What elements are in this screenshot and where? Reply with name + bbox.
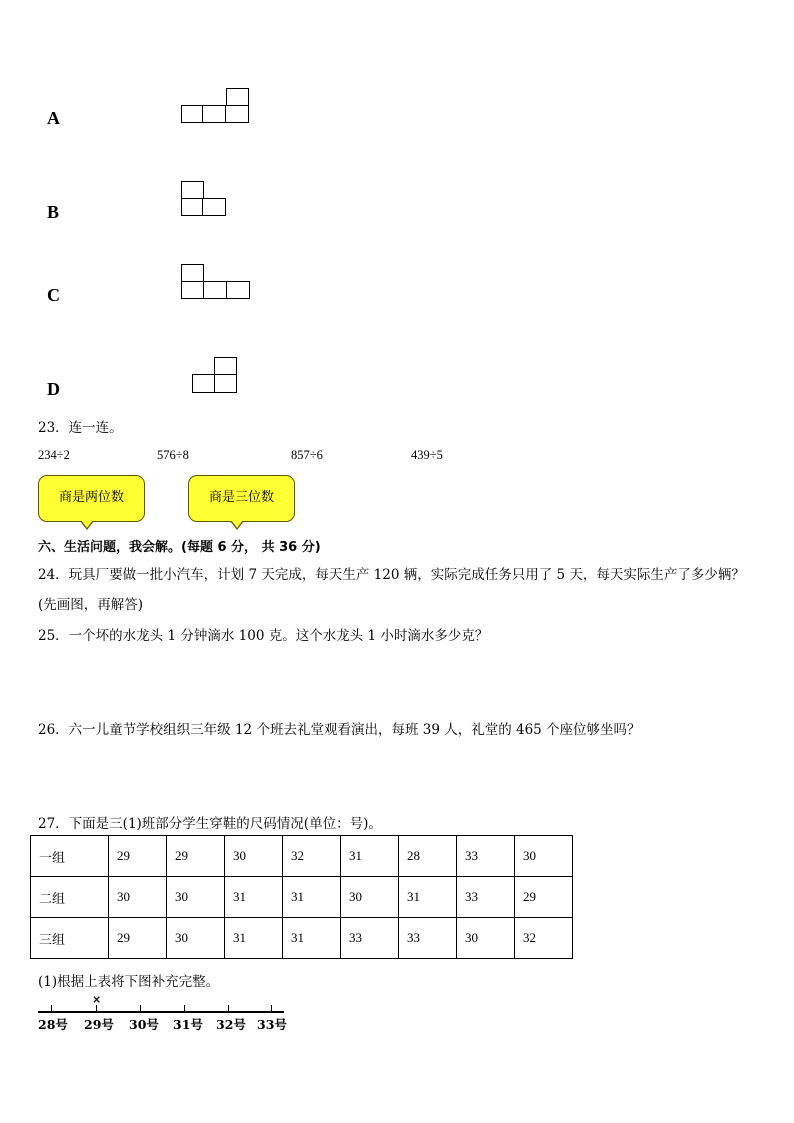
axis-label: 32号 [216,1017,246,1032]
table-cell: 31 [341,836,399,877]
table-cell: 30 [109,877,167,918]
figure-cell [202,105,226,123]
expression: 576÷8 [157,448,189,462]
group-label: 二组 [31,877,109,918]
q23-title: 23．连一连。 [38,420,123,436]
expression: 857÷6 [291,448,323,462]
option-letter-b: B [47,202,60,222]
axis-label: 31号 [173,1017,203,1032]
table-cell: 32 [515,918,573,959]
tally-mark: × [92,993,102,1006]
axis-label: 33号 [257,1017,287,1032]
figure-cell [214,374,237,393]
axis-tick [140,1005,141,1012]
table-cell: 31 [225,918,283,959]
table-row [31,918,573,959]
axis-tick [228,1005,229,1012]
q26-text: 26．六一儿童节学校组织三年级 12 个班去礼堂观看演出，每班 39 人，礼堂的 465 个座位够坐吗？ [38,722,641,738]
q24-note: (先画图，再解答) [38,597,144,613]
axis-label: 30号 [129,1017,159,1032]
table-cell: 31 [399,877,457,918]
table-row [31,836,573,877]
q25-text: 25．一个坏的水龙头 1 分钟滴水 100 克。这个水龙头 1 小时滴水多少克？ [38,628,489,644]
expression: 234÷2 [38,448,70,462]
table-cell: 30 [341,877,399,918]
figure-cell [192,374,215,393]
bubble-two-digit[interactable] [38,475,145,522]
table-cell: 30 [167,877,225,918]
figure-cell [181,181,204,199]
axis-tick [184,1005,185,1012]
figure-cell [181,281,204,299]
table-cell: 30 [225,836,283,877]
figure-cell [203,281,227,299]
q27-text: 27．下面是三(1)班部分学生穿鞋的尺码情况(单位：号)。 [38,816,382,832]
table-cell: 29 [109,918,167,959]
figure-cell [181,264,204,282]
q24-text: 24．玩具厂要做一批小汽车，计划 7 天完成，每天生产 120 辆，实际完成任务只用了 5 天，每天实际生产了多少辆？ [38,567,745,583]
option-letter-a: A [47,108,60,128]
table-cell: 31 [283,918,341,959]
figure-cell [202,198,226,216]
expression: 439÷5 [411,448,443,462]
bubble-label: 商是两位数 [58,490,124,505]
table-row [31,877,573,918]
table-cell: 31 [283,877,341,918]
table-cell: 29 [167,836,225,877]
figure-cell [181,105,204,123]
option-letter-d: D [47,379,60,399]
axis-tick [51,1005,52,1012]
table-cell: 29 [109,836,167,877]
table-cell: 33 [457,877,515,918]
bubble-three-digit[interactable] [188,475,295,522]
bubble-tail [231,520,243,528]
table-cell: 30 [167,918,225,959]
figure-cell [214,357,237,375]
option-letter-c: C [47,285,60,305]
group-label: 三组 [31,918,109,959]
table-cell: 33 [341,918,399,959]
axis-tick [96,1005,97,1012]
figure-cell [226,88,249,106]
group-label: 一组 [31,836,109,877]
shoe-size-table [30,835,573,959]
table-cell: 31 [225,877,283,918]
figure-cell [181,198,204,216]
axis-tick [271,1005,272,1012]
section-heading: 六、生活问题，我会解。(每题 6 分， 共 36 分) [38,540,321,555]
table-cell: 28 [399,836,457,877]
table-cell: 30 [457,918,515,959]
axis-label: 28号 [38,1017,68,1032]
table-cell: 33 [399,918,457,959]
figure-cell [226,281,250,299]
table-cell: 32 [283,836,341,877]
q27-sub1: (1)根据上表将下图补充完整。 [38,974,220,990]
bubble-label: 商是三位数 [208,490,274,505]
table-cell: 30 [515,836,573,877]
bubble-tail [81,520,93,528]
figure-cell [225,105,249,123]
axis-label: 29号 [84,1017,114,1032]
table-cell: 29 [515,877,573,918]
axis-line [38,1011,284,1013]
table-cell: 33 [457,836,515,877]
